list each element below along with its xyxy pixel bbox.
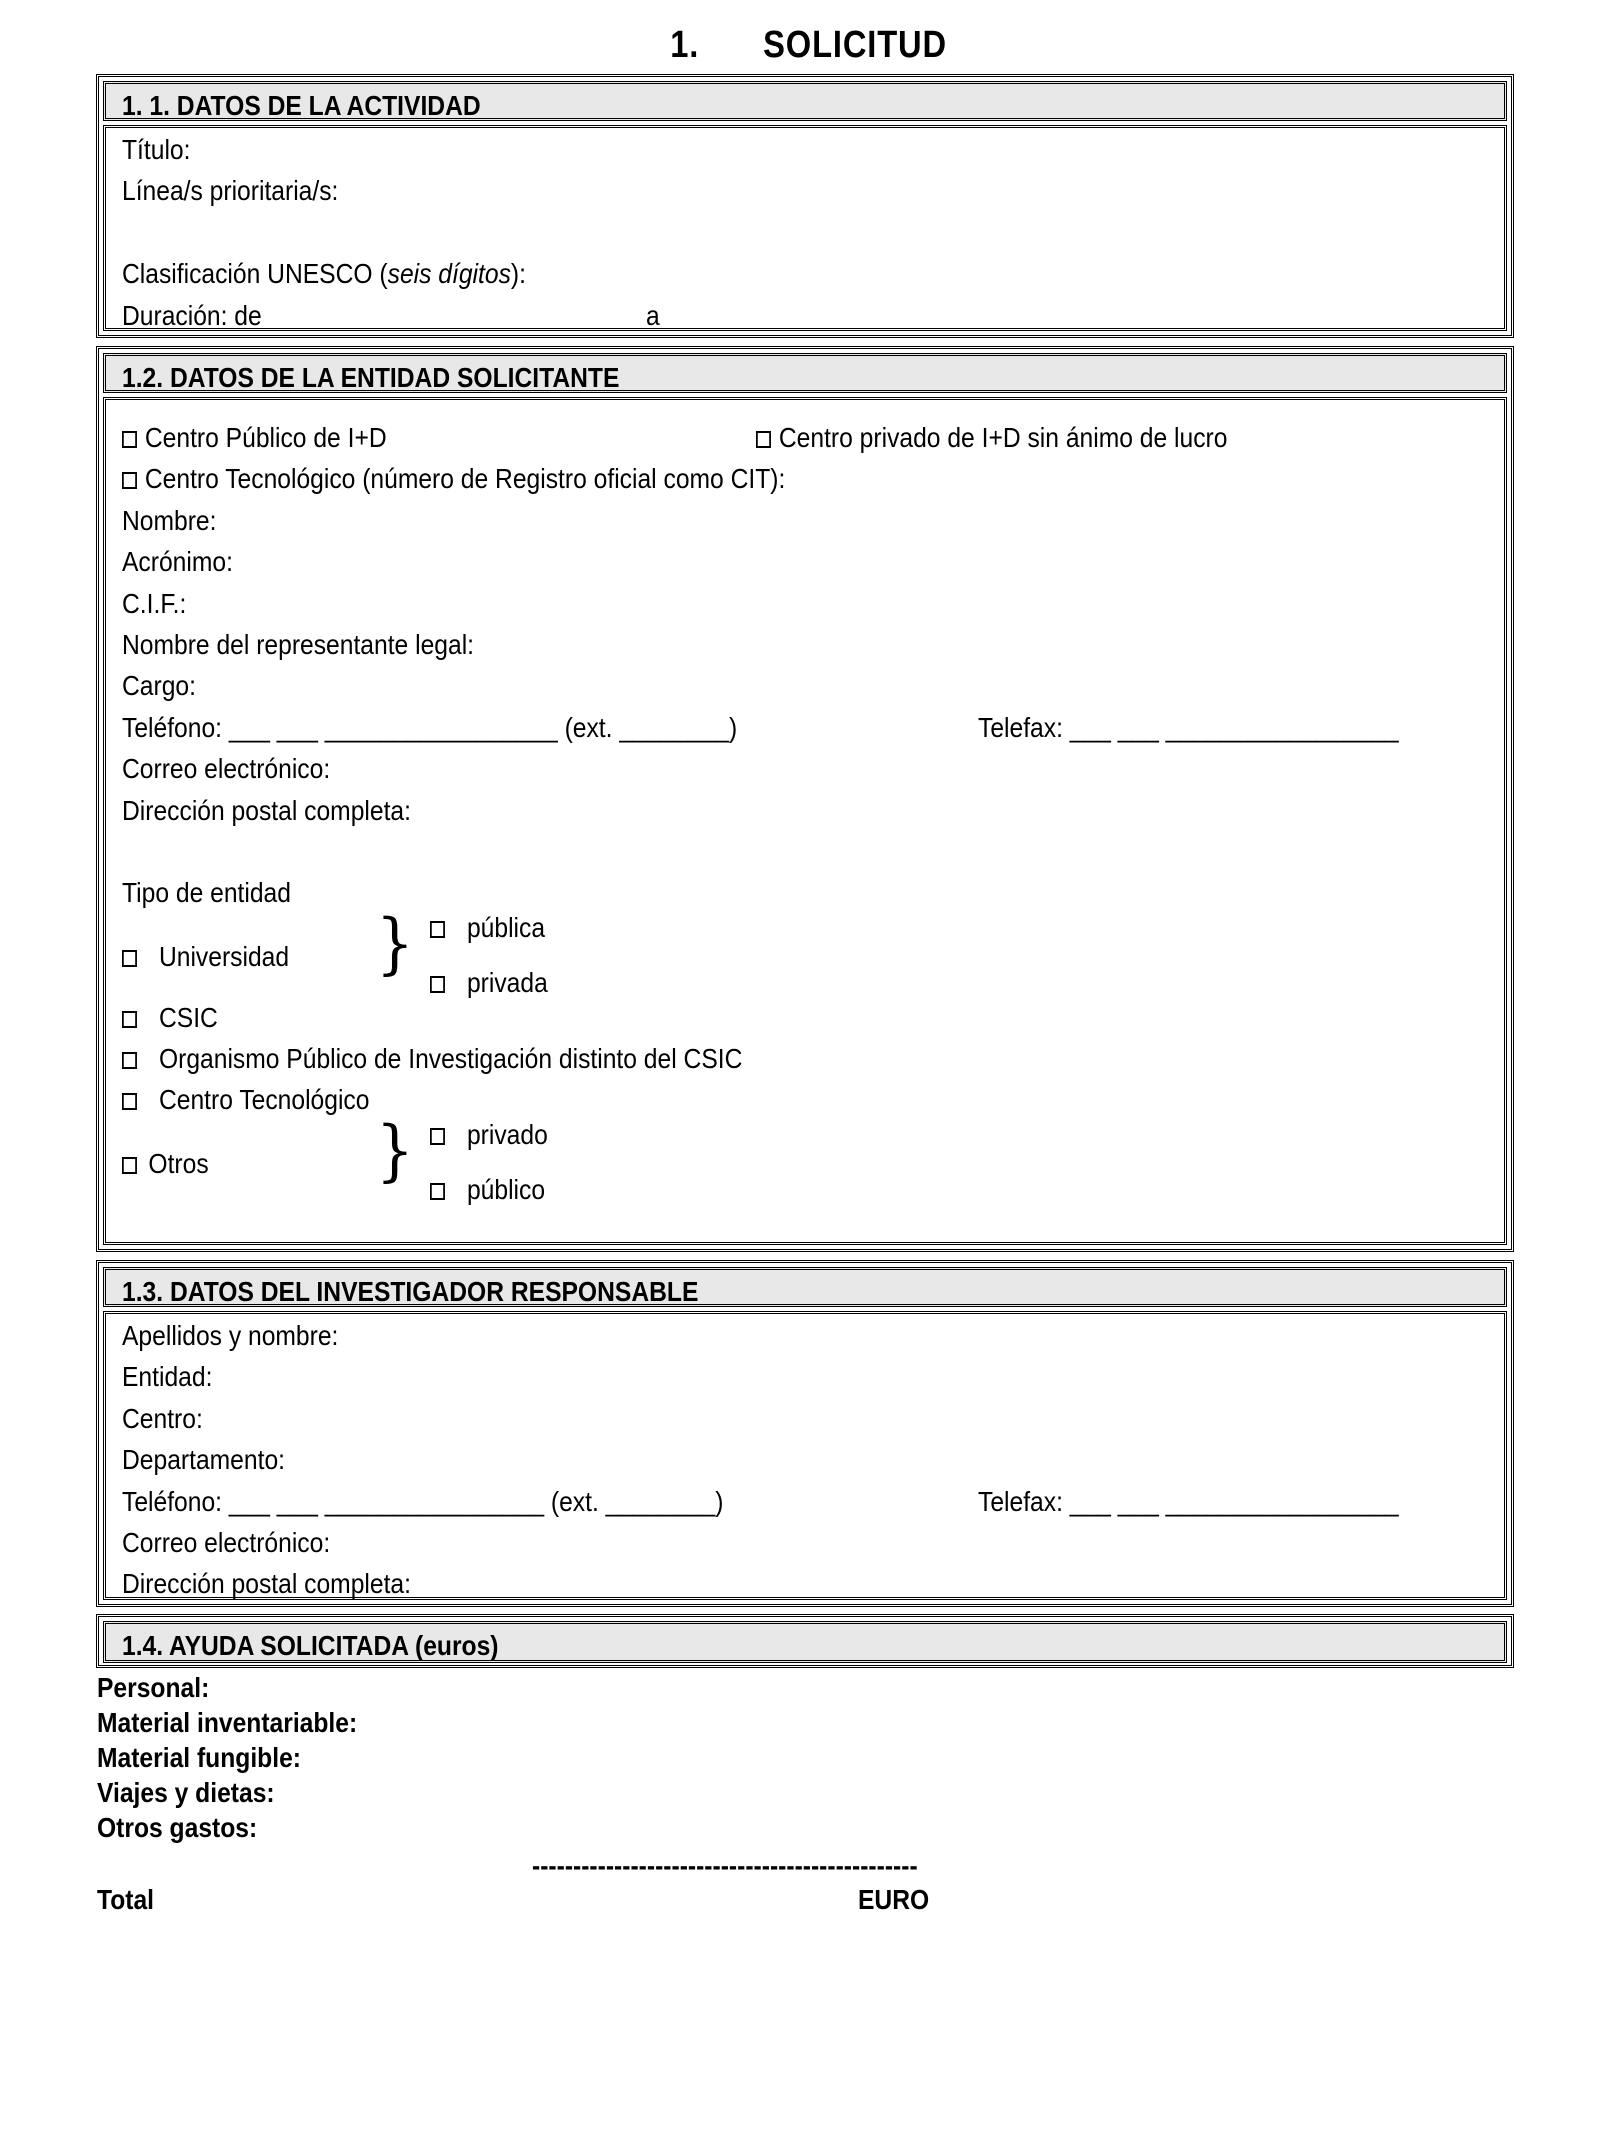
section-body [103, 397, 1507, 1245]
checkbox[interactable] [122, 1093, 137, 1110]
checkbox[interactable] [122, 1157, 137, 1174]
centro-tecnologico-cit-label: Centro Tecnológico (número de Registro oficial como CIT): [144, 463, 786, 494]
section-ayuda-solicitada [96, 1614, 1514, 1668]
section-header [103, 1621, 1507, 1663]
nombre-field[interactable]: Nombre: [122, 505, 217, 536]
csic-label: CSIC [158, 1002, 218, 1033]
section-header-label: 1.2. DATOS DE LA ENTIDAD SOLICITANTE [122, 362, 620, 393]
lineas-prioritarias-field[interactable]: Línea/s prioritaria/s: [122, 175, 339, 206]
section-body [103, 1311, 1507, 1600]
checkbox[interactable] [430, 976, 445, 993]
total-separator: ----------------------------------------------- [532, 1850, 918, 1881]
viajes-dietas-field[interactable]: Viajes y dietas: [97, 1777, 275, 1808]
otros-option[interactable] [122, 1148, 209, 1180]
direccion-field[interactable]: Dirección postal completa: [122, 1568, 411, 1599]
section-datos-investigador [96, 1260, 1514, 1607]
cargo-field[interactable]: Cargo: [122, 670, 196, 701]
tipo-entidad-label: Tipo de entidad [122, 877, 291, 908]
checkbox[interactable] [430, 1183, 445, 1200]
otros-label: Otros [148, 1148, 209, 1179]
section-datos-actividad [96, 74, 1514, 338]
telefax-field[interactable]: Telefax: ___ ___ _________________ [978, 1486, 1399, 1517]
telefono-field[interactable]: Teléfono: ___ ___ _________________ (ext. ________) [122, 712, 738, 743]
centro-tecnologico-option[interactable] [122, 1084, 369, 1116]
universidad-privada-label: privada [466, 967, 548, 998]
checkbox[interactable] [122, 472, 137, 489]
correo-field[interactable]: Correo electrónico: [122, 1527, 331, 1558]
document-title [113, 24, 1501, 76]
personal-field[interactable]: Personal: [97, 1672, 210, 1703]
checkbox[interactable] [122, 1052, 137, 1069]
universidad-privada-option[interactable] [430, 967, 548, 999]
section-header-label: 1. 1. DATOS DE LA ACTIVIDAD [122, 90, 481, 121]
opi-label: Organismo Público de Investigación distinto del CSIC [158, 1043, 743, 1074]
section-header [103, 353, 1507, 393]
correo-field[interactable]: Correo electrónico: [122, 753, 331, 784]
departamento-field[interactable]: Departamento: [122, 1444, 285, 1475]
otros-privado-label: privado [466, 1119, 548, 1150]
apellidos-field[interactable]: Apellidos y nombre: [122, 1320, 339, 1351]
telefax-field[interactable]: Telefax: ___ ___ _________________ [978, 712, 1399, 743]
universidad-label: Universidad [158, 941, 290, 972]
centro-publico-option[interactable] [122, 422, 387, 454]
checkbox[interactable] [122, 431, 137, 448]
section-header-label: 1.4. AYUDA SOLICITADA (euros) [122, 1630, 499, 1661]
brace-icon: } [376, 1112, 414, 1189]
euro-label: EURO [858, 1884, 930, 1915]
section-datos-entidad [96, 346, 1514, 1252]
telefono-field[interactable]: Teléfono: ___ ___ ________________ (ext. ________) [122, 1486, 724, 1517]
centro-privado-label: Centro privado de I+D sin ánimo de lucro [778, 422, 1228, 453]
material-inventariable-field[interactable]: Material inventariable: [97, 1707, 358, 1738]
otros-publico-label: público [466, 1174, 546, 1205]
centro-tecnologico-label: Centro Tecnológico [158, 1084, 370, 1115]
brace-icon: } [376, 905, 414, 982]
csic-option[interactable] [122, 1002, 218, 1034]
unesco-italic: seis dígitos [387, 258, 511, 289]
universidad-publica-label: pública [466, 912, 546, 943]
duracion-field[interactable]: Duración: de [122, 300, 262, 331]
checkbox[interactable] [430, 921, 445, 938]
checkbox[interactable] [430, 1128, 445, 1145]
section-header-label: 1.3. DATOS DEL INVESTIGADOR RESPONSABLE [122, 1276, 699, 1307]
titulo-field[interactable]: Título: [122, 134, 191, 165]
universidad-option[interactable] [122, 941, 289, 973]
centro-privado-option[interactable] [756, 422, 1227, 454]
centro-tecnologico-cit-option[interactable] [122, 463, 785, 495]
checkbox[interactable] [122, 950, 137, 967]
universidad-publica-option[interactable] [430, 912, 545, 944]
title-number: 1. [670, 24, 700, 66]
duracion-a-label: a [646, 300, 660, 331]
centro-publico-label: Centro Público de I+D [144, 422, 387, 453]
direccion-field[interactable]: Dirección postal completa: [122, 795, 411, 826]
opi-option[interactable] [122, 1043, 742, 1075]
checkbox[interactable] [756, 431, 771, 448]
checkbox[interactable] [122, 1011, 137, 1028]
otros-privado-option[interactable] [430, 1119, 548, 1151]
material-fungible-field[interactable]: Material fungible: [97, 1742, 301, 1773]
representante-field[interactable]: Nombre del representante legal: [122, 629, 475, 660]
cif-field[interactable]: C.I.F.: [122, 588, 187, 619]
title-text: SOLICITUD [763, 24, 947, 66]
centro-field[interactable]: Centro: [122, 1403, 203, 1434]
entidad-field[interactable]: Entidad: [122, 1361, 213, 1392]
section-body [103, 125, 1507, 331]
otros-gastos-field[interactable]: Otros gastos: [97, 1812, 258, 1843]
unesco-field[interactable] [122, 258, 526, 290]
acronimo-field[interactable]: Acrónimo: [122, 546, 233, 577]
otros-publico-option[interactable] [430, 1174, 545, 1206]
section-header [103, 1267, 1507, 1307]
total-label: Total [97, 1884, 155, 1915]
section-header [103, 81, 1507, 121]
unesco-end: ): [510, 258, 526, 289]
unesco-label: Clasificación UNESCO ( [122, 258, 388, 289]
